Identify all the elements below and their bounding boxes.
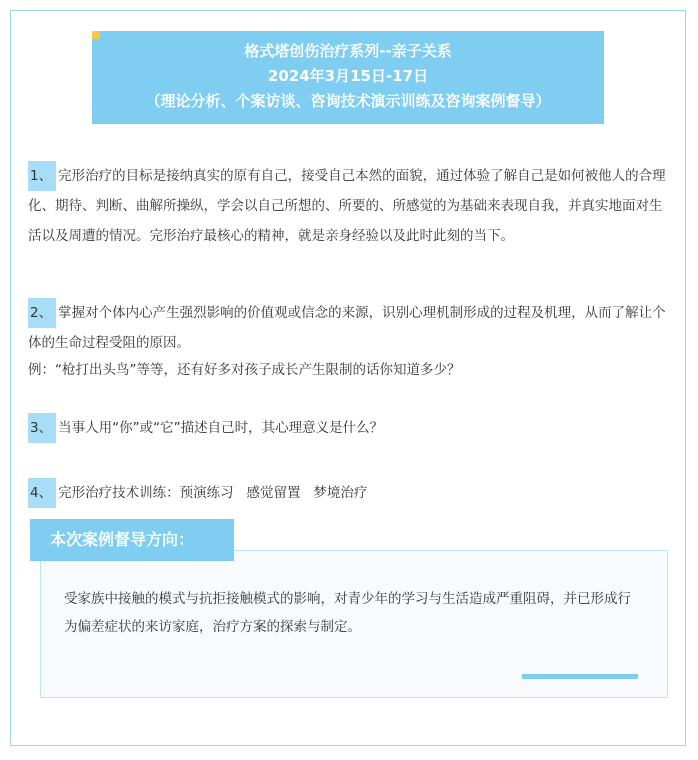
corner-accent	[92, 31, 100, 39]
case-text: 受家族中接触的模式与抗拒接触模式的影响，对青少年的学习与生活造成严重阻碍，并已形成行为偏差症状的来访家庭，治疗方案的探索与制定。	[64, 591, 631, 635]
item-text: 完形治疗技术训练：预演练习 感觉留置 梦境治疗	[58, 485, 368, 501]
item-text: 完形治疗的目标是接纳真实的原有自己，接受自己本然的面貌，通过体验了解自己是如何被他人的合理化、期待、判断、曲解所操纵，学会以自己所想的、所要的、所感觉的为基础来表现自我，并真实地面对生活以及周遭的情况。完形治疗最核心的精神，就是亲身经验以及此时此刻的当下。	[28, 168, 666, 244]
list-item-2	[28, 298, 668, 382]
item-number: 3、	[28, 413, 56, 443]
item-text: 掌握对个体内心产生强烈影响的价值观或信念的来源，识别心理机制形成的过程及机理，从而了解让个体的生命过程受阻的原因。	[28, 305, 666, 351]
header-date: 2024年3月15日-17日	[267, 67, 429, 85]
item-example: 例：“枪打出头鸟”等等，还有好多对孩子成长产生限制的话你知道多少？	[28, 362, 461, 378]
header-banner	[92, 31, 604, 124]
item-number: 1、	[28, 161, 56, 191]
list-item-3	[28, 413, 668, 443]
item-number: 2、	[28, 298, 56, 328]
header-subtitle: （理论分析、个案访谈、咨询技术演示训练及咨询案例督导）	[145, 92, 551, 110]
item-text: 当事人用“你”或“它”描述自己时，其心理意义是什么？	[58, 420, 384, 436]
list-item-4	[28, 478, 668, 508]
header-title: 格式塔创伤治疗系列--亲子关系	[244, 42, 452, 60]
item-number: 4、	[28, 478, 56, 508]
decorative-bar	[522, 674, 638, 679]
list-item-1	[28, 161, 668, 251]
case-label: 本次案例督导方向：	[30, 519, 234, 561]
